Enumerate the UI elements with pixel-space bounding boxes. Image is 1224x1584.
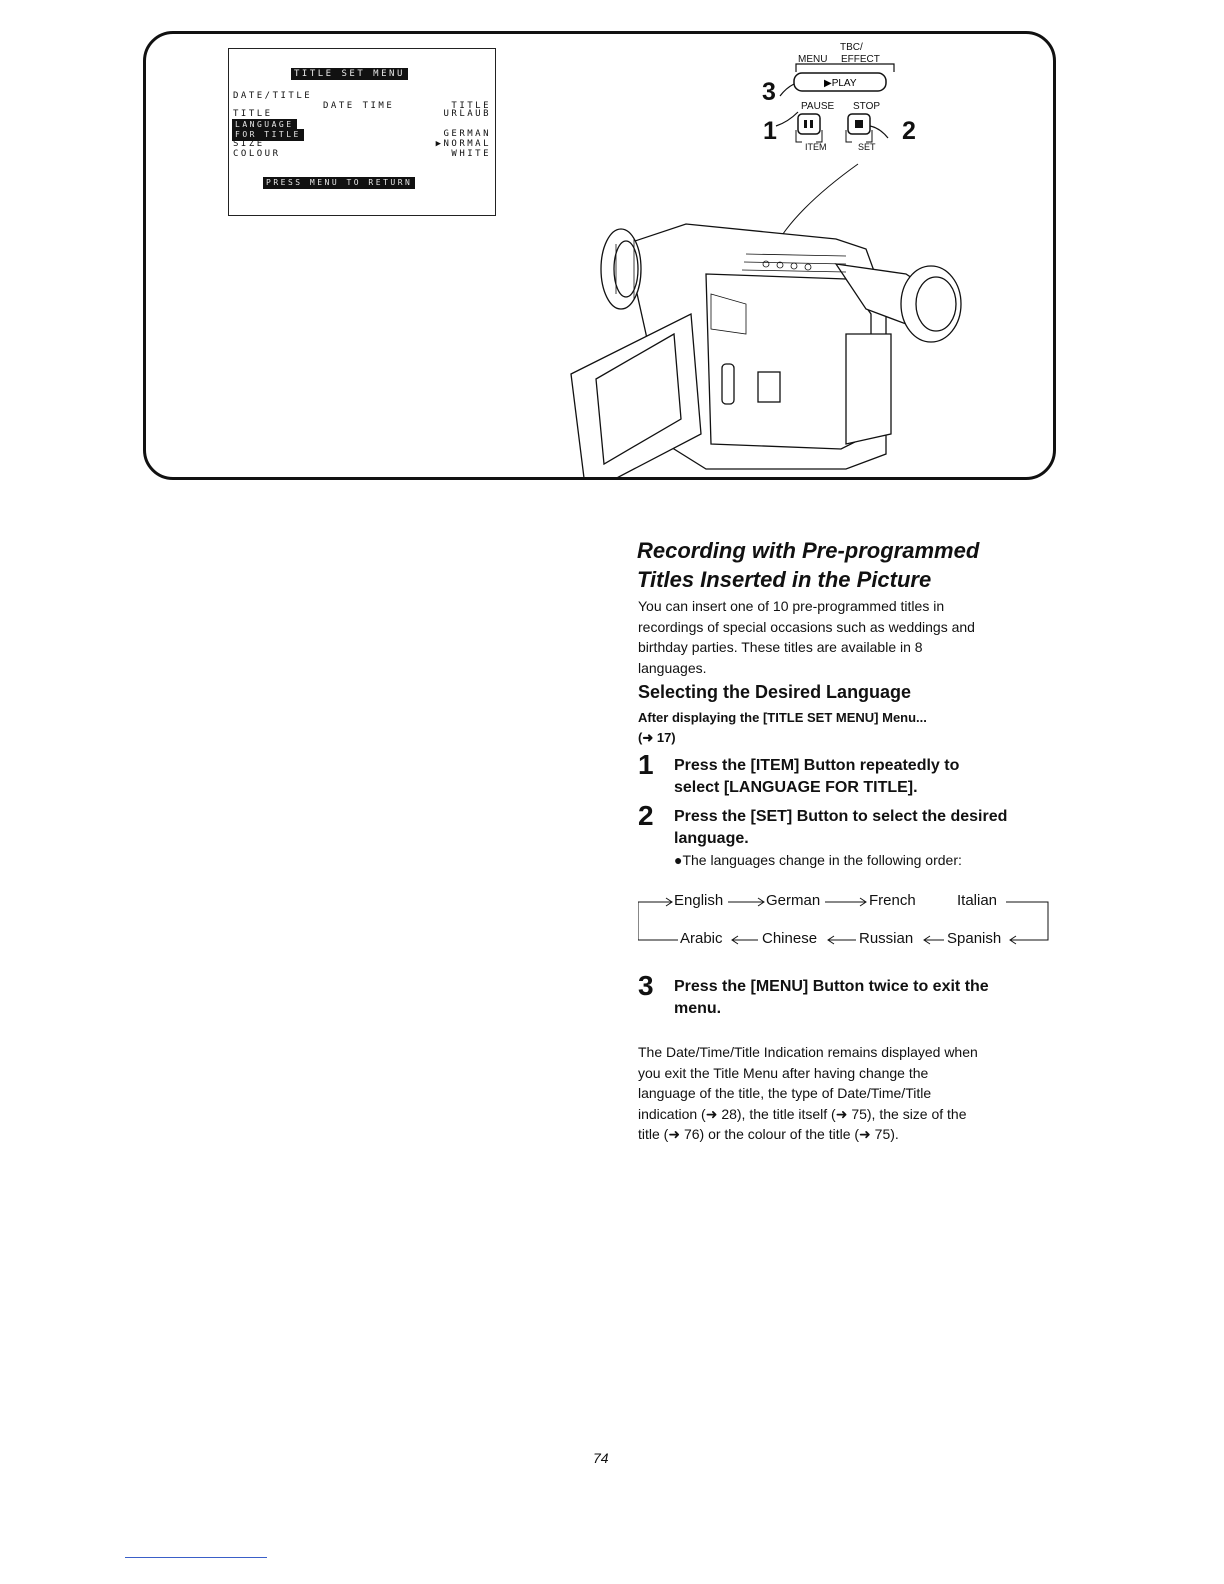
step-number: 2: [638, 800, 654, 831]
osd-section-label: DATE/TITLE: [233, 91, 313, 101]
step-number: 3: [638, 970, 654, 1001]
language-cycle-diagram: [638, 888, 1058, 958]
osd-size-label: SIZE: [233, 139, 265, 149]
callout-2: 2: [902, 117, 916, 145]
note-line: you exit the Title Menu after having change the: [638, 1064, 929, 1081]
osd-colour-value: WHITE: [451, 149, 491, 159]
intro-line: birthday parties. These titles are available in 8: [638, 639, 923, 655]
lang-italian: Italian: [957, 892, 998, 909]
prerequisite-line: After displaying the [TITLE SET MENU] Menu...: [638, 710, 927, 725]
osd-menu-title: TITLE SET MENU: [291, 68, 408, 80]
osd-size-value: ▶NORMAL: [435, 139, 491, 149]
osd-date-time: DATE TIME: [323, 101, 395, 111]
step-line: language.: [674, 830, 749, 847]
osd-language-value: GERMAN: [443, 129, 491, 139]
step-text: [674, 806, 1007, 850]
footer-rule: [125, 1557, 267, 1558]
callout-3: 3: [762, 78, 776, 106]
lang-arabic: Arabic: [680, 930, 723, 947]
stop-button-drawing: [846, 114, 888, 142]
step-line: Press the [MENU] Button twice to exit the: [674, 978, 989, 995]
illustration-panel: [143, 31, 1056, 480]
section-title-line-1: Recording with Pre-programmed: [637, 538, 980, 563]
step-line: menu.: [674, 1000, 722, 1017]
osd-title-value-top: TITLE: [451, 101, 491, 111]
osd-colour-label: COLOUR: [233, 149, 281, 159]
step-line: Press the [SET] Button to select the desired: [674, 808, 1008, 825]
item-label: ITEM: [805, 142, 827, 152]
prerequisite-note: [638, 708, 927, 748]
step-text: [674, 976, 989, 1020]
note-line: title (➜ 76) or the colour of the title (➜ 75).: [638, 1126, 899, 1142]
menu-label: MENU: [798, 54, 828, 65]
intro-line: languages.: [638, 659, 707, 676]
lang-chinese: Chinese: [762, 930, 818, 947]
intro-line: recordings of special occasions such as weddings and: [638, 618, 975, 635]
bullet-note: ●The languages change in the following order:: [674, 852, 962, 868]
section-title-line-2: Titles Inserted in the Picture: [637, 567, 932, 592]
intro-line: You can insert one of 10 pre-programmed titles in: [638, 598, 945, 614]
prerequisite-ref: (➜ 17): [638, 730, 676, 745]
tbc-label: TBC/: [840, 42, 863, 53]
section-title: [637, 536, 1097, 594]
lang-german: German: [766, 892, 821, 909]
intro-paragraph: [638, 596, 1058, 678]
step-line: select [LANGUAGE FOR TITLE].: [674, 779, 918, 796]
note-line: indication (➜ 28), the title itself (➜ 75), the size of the: [638, 1105, 967, 1122]
lang-russian: Russian: [859, 930, 914, 947]
page-number: 74: [593, 1450, 609, 1466]
osd-title-label: TITLE: [233, 109, 273, 119]
closing-note: [638, 1042, 1058, 1145]
stop-label: STOP: [853, 101, 881, 112]
note-line: language of the title, the type of Date/Time/Title: [638, 1085, 932, 1101]
set-label: SET: [858, 142, 876, 152]
pause-button-drawing: [776, 112, 822, 142]
lang-french: French: [869, 892, 916, 909]
step-line: Press the [ITEM] Button repeatedly to: [674, 757, 960, 774]
subheading: Selecting the Desired Language: [638, 682, 912, 702]
effect-label: EFFECT: [841, 54, 880, 65]
play-label: ▶PLAY: [824, 78, 857, 89]
osd-language-label: LANGUAGE: [232, 119, 297, 131]
lang-spanish: Spanish: [947, 930, 1002, 947]
osd-language-label-2: FOR TITLE: [232, 129, 304, 141]
osd-title-value: URLAUB: [443, 109, 491, 119]
note-line: The Date/Time/Title Indication remains displayed when: [638, 1044, 978, 1060]
osd-footer: PRESS MENU TO RETURN: [263, 177, 415, 189]
step-text: [674, 755, 959, 799]
lang-english: English: [674, 892, 724, 909]
step-number: 1: [638, 749, 654, 780]
callout-1: 1: [763, 117, 777, 145]
camcorder-drawing: [146, 34, 1056, 480]
pause-label: PAUSE: [801, 101, 835, 112]
